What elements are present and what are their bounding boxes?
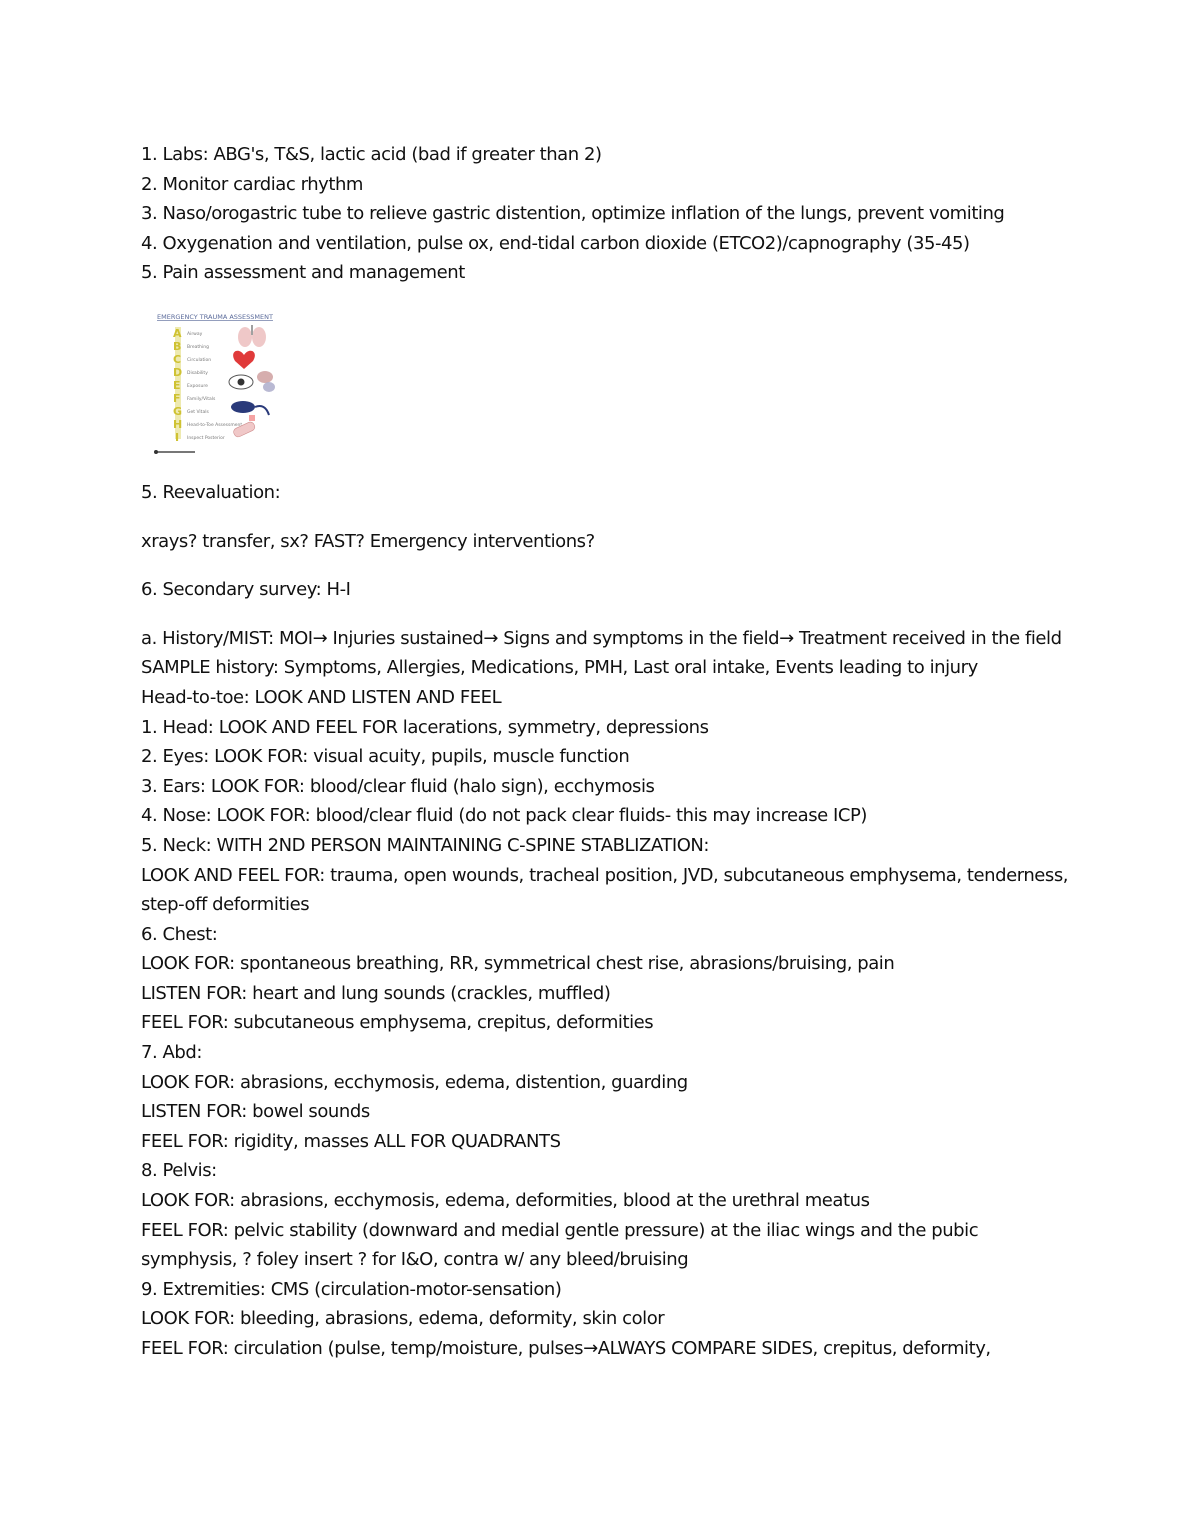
survey-line: 7. Abd: [141, 1042, 202, 1064]
svg-text:F: F [173, 391, 181, 405]
survey-line: 6. Chest: [141, 923, 218, 945]
trauma-assessment-illustration [141, 307, 297, 459]
survey-line: 9. Extremities: CMS (circulation-motor-sensation) [141, 1278, 562, 1300]
history-mist-line: a. History/MIST: MOI→ Injuries sustained→ Signs and symptoms in the field→ Treatment received in the field [141, 627, 1062, 649]
survey-line: FEEL FOR: rigidity, masses ALL FOR QUADRANTS [141, 1130, 561, 1152]
survey-line: 1. Head: LOOK AND FEEL FOR lacerations, symmetry, depressions [141, 716, 709, 738]
survey-line: 2. Eyes: LOOK FOR: visual acuity, pupils, muscle function [141, 746, 630, 768]
survey-line: SAMPLE history: Symptoms, Allergies, Medications, PMH, Last oral intake, Events leading to injury [141, 657, 978, 679]
list-item: 3. Naso/orogastric tube to relieve gastric distention, optimize inflation of the lungs, prevent vomiting [141, 203, 1005, 225]
svg-text:G: G [173, 404, 183, 418]
figure-item: Exposure [187, 383, 208, 389]
list-item: 4. Oxygenation and ventilation, pulse ox, end-tidal carbon dioxide (ETCO2)/capnography (35-45) [141, 232, 970, 254]
survey-line: 3. Ears: LOOK FOR: blood/clear fluid (halo sign), ecchymosis [141, 775, 655, 797]
figure-item: Circulation [187, 357, 212, 363]
reevaluation-text: xrays? transfer, sx? FAST? Emergency interventions? [141, 530, 595, 552]
survey-line: LOOK FOR: abrasions, ecchymosis, edema, deformities, blood at the urethral meatus [141, 1190, 870, 1212]
survey-line: LOOK FOR: bleeding, abrasions, edema, deformity, skin color [141, 1308, 665, 1330]
figure-item: Get Vitals [187, 409, 209, 415]
eye-icon [229, 375, 253, 389]
svg-text:D: D [173, 365, 183, 379]
survey-line: LOOK FOR: abrasions, ecchymosis, edema, distention, guarding [141, 1071, 688, 1093]
figure-item: Inspect Posterior [187, 435, 225, 441]
list-item: 5. Pain assessment and management [141, 262, 465, 284]
figure-item: Head-to-Toe Assessment [187, 422, 243, 428]
svg-text:I: I [175, 430, 180, 444]
list-item: 1. Labs: ABG's, T&S, lactic acid (bad if greater than 2) [141, 144, 602, 165]
figure-item: Family/Vitals [187, 396, 216, 402]
emergency-trauma-assessment-image [141, 307, 297, 459]
svg-text:E: E [173, 378, 181, 392]
reevaluation-heading: 5. Reevaluation: [141, 481, 281, 503]
survey-line: 5. Neck: WITH 2ND PERSON MAINTAINING C-SPINE STABLIZATION: [141, 834, 710, 856]
secondary-survey-heading: 6. Secondary survey: H-I [141, 579, 351, 601]
svg-text:A: A [173, 326, 182, 340]
svg-text:H: H [173, 417, 183, 431]
figure-item: Disability [187, 370, 208, 376]
document-page [141, 140, 1071, 1364]
figure-item: Breathing [187, 344, 209, 350]
survey-line: LISTEN FOR: bowel sounds [141, 1101, 370, 1123]
survey-line: LOOK FOR: spontaneous breathing, RR, symmetrical chest rise, abrasions/bruising, pain [141, 953, 895, 975]
survey-line: 8. Pelvis: [141, 1160, 217, 1182]
survey-line: 4. Nose: LOOK FOR: blood/clear fluid (do not pack clear fluids- this may increase ICP) [141, 805, 868, 827]
svg-text:C: C [173, 352, 182, 366]
survey-line: FEEL FOR: circulation (pulse, temp/moisture, pulses→ALWAYS COMPARE SIDES, crepitus, deformity, [141, 1338, 991, 1359]
svg-text:B: B [173, 339, 182, 353]
figure-title: EMERGENCY TRAUMA ASSESSMENT [157, 312, 273, 321]
survey-line: FEEL FOR: pelvic stability (downward and medial gentle pressure) at the iliac wings and the pubic symphysis, ? foley insert ? for I&O, contra w/ any bleed/bruising [141, 1219, 979, 1271]
figure-item: Airway [187, 331, 203, 337]
survey-line: FEEL FOR: subcutaneous emphysema, crepitus, deformities [141, 1012, 654, 1034]
survey-line: LISTEN FOR: heart and lung sounds (crackles, muffled) [141, 982, 611, 1004]
list-item: 2. Monitor cardiac rhythm [141, 173, 364, 195]
survey-line: LOOK AND FEEL FOR: trauma, open wounds, tracheal position, JVD, subcutaneous emphysema, tenderness, step-off deformities [141, 864, 1069, 916]
survey-line: Head-to-toe: LOOK AND LISTEN AND FEEL [141, 686, 502, 708]
